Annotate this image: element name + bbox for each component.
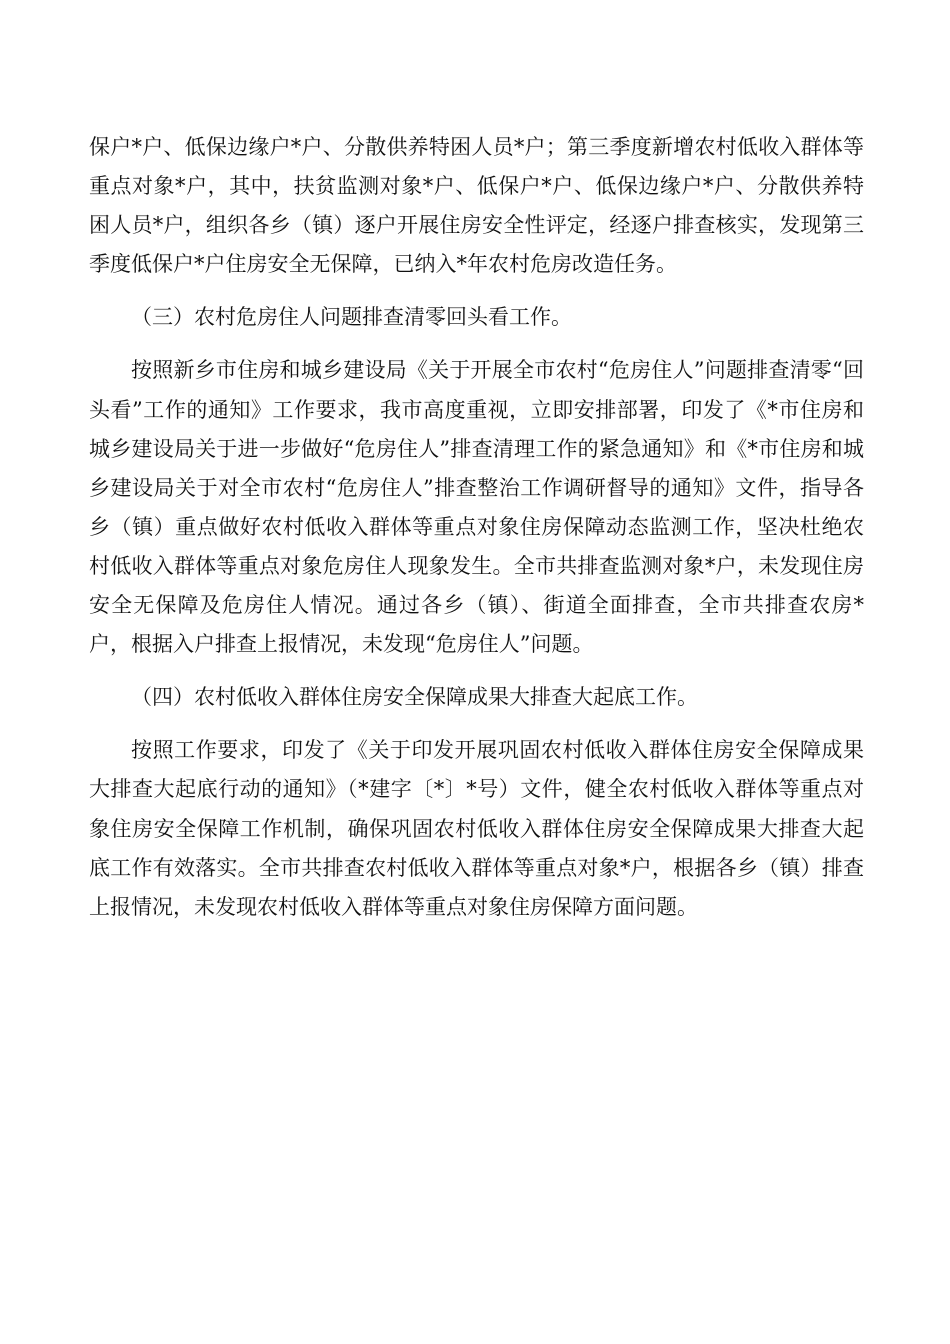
section-heading-4: （四）农村低收入群体住房安全保障成果大排查大起底工作。	[131, 685, 698, 710]
section-heading-3: （三）农村危房住人问题排查清零回头看工作。	[131, 305, 572, 330]
paragraph-continuation: 保户*户、低保边缘户*户、分散供养特困人员*户；第三季度新增农村低收入群体等重点对象*户，其中，扶贫监测对象*户、低保户*户、低保边缘户*户、分散供养特困人员*户，组织各乡（镇）逐户开展住房安全性评定，经逐户排查核实，发现第三季度低保户*户住房安全无保障，已纳入*年农村危房改造任务。	[89, 135, 864, 277]
paragraph-section-4: 按照工作要求，印发了《关于印发开展巩固农村低收入群体住房安全保障成果大排查大起底行动的通知》（*建字〔*〕*号）文件，健全农村低收入群体等重点对象住房安全保障工作机制，确保巩固农村低收入群体住房安全保障成果大排查大起底工作有效落实。全市共排查农村低收入群体等重点对象*户，根据各乡（镇）排查上报情况，未发现农村低收入群体等重点对象住房保障方面问题。	[89, 738, 864, 919]
paragraph-section-3: 按照新乡市住房和城乡建设局《关于开展全市农村“危房住人”问题排查清零“回头看”工作的通知》工作要求，我市高度重视，立即安排部署，印发了《*市住房和城乡建设局关于进一步做好“危房住人”排查清理工作的紧急通知》和《*市住房和城乡建设局关于对全市农村“危房住人”排查整治工作调研督导的通知》文件，指导各乡（镇）重点做好农村低收入群体等重点对象住房保障动态监测工作，坚决杜绝农村低收入群体等重点对象危房住人现象发生。全市共排查监测对象*户，未发现住房安全无保障及危房住人情况。通过各乡（镇）、街道全面排查，全市共排查农房*户，根据入户排查上报情况，未发现“危房住人”问题。	[89, 358, 864, 657]
document-body	[89, 128, 864, 941]
